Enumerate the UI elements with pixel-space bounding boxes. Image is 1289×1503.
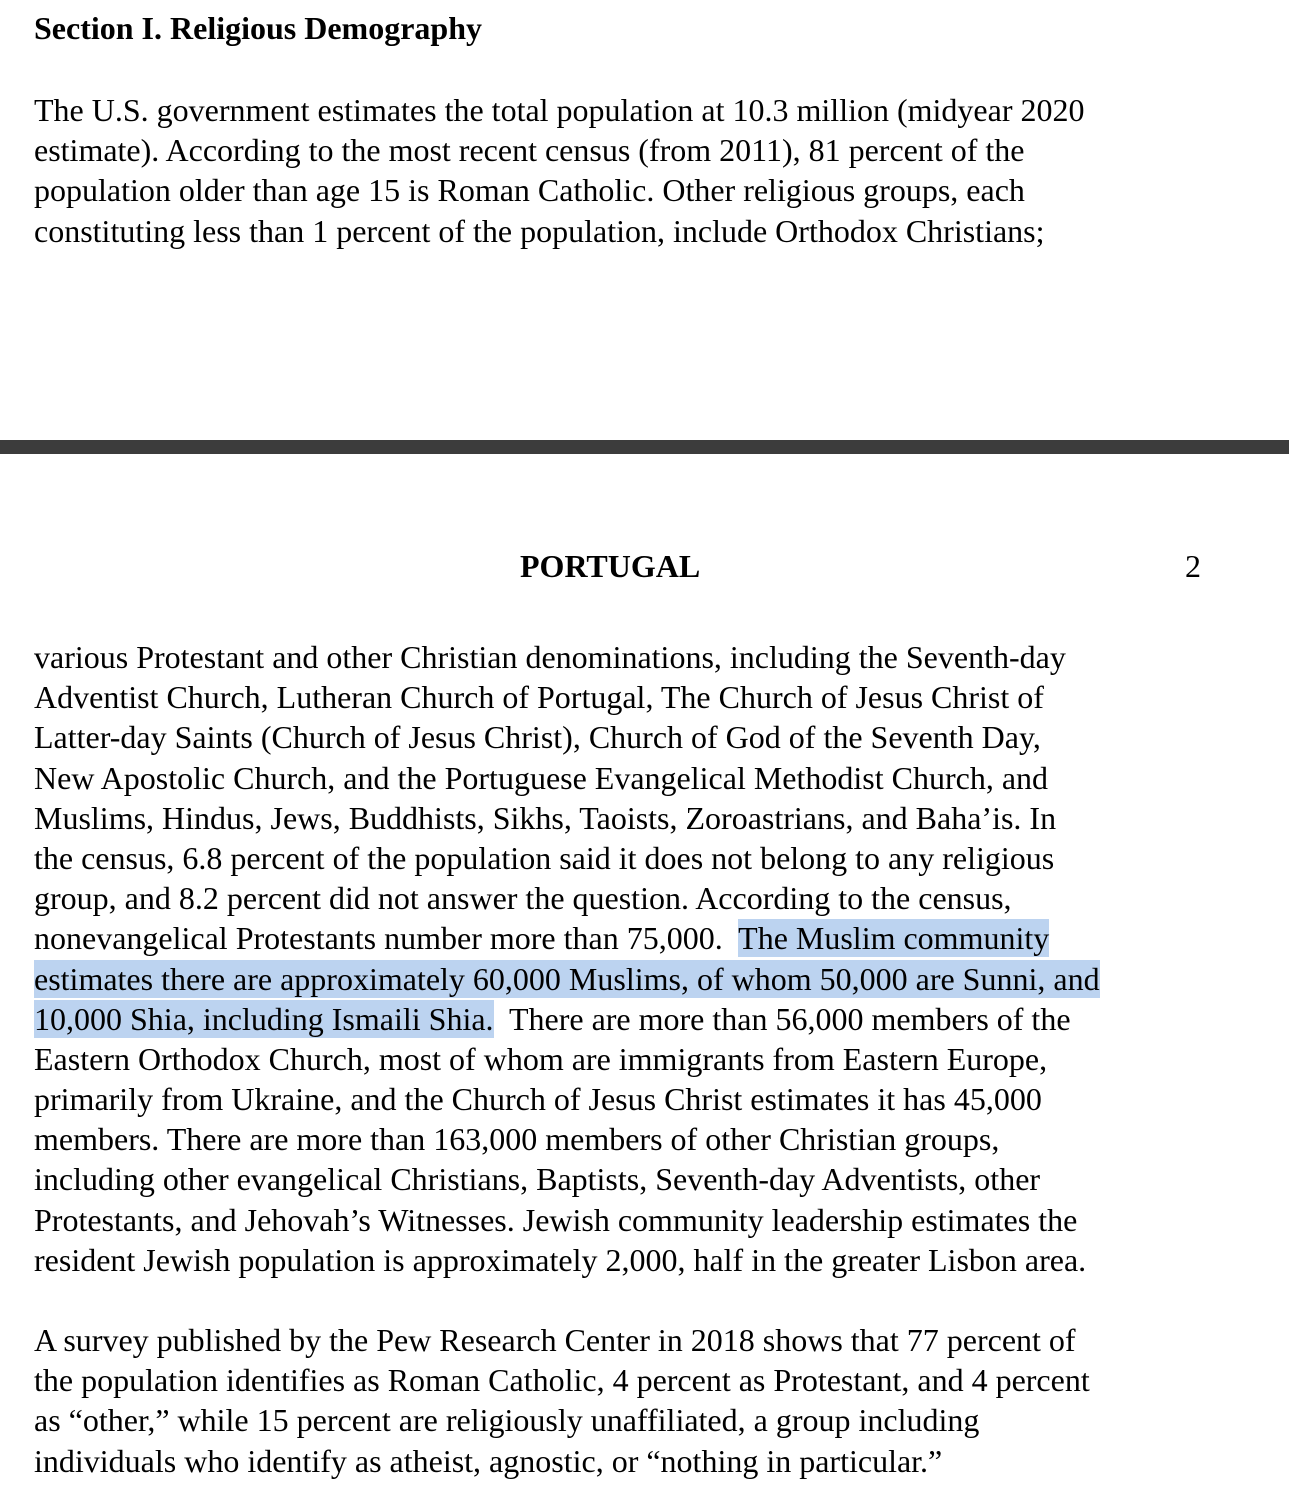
text-segment[interactable]: nonevangelical Protestants number more than 75,000. [34, 920, 739, 957]
text-line[interactable]: primarily from Ukraine, and the Church of Jesus Christ estimates it has 45,000 [34, 1081, 1042, 1118]
text-line[interactable]: population older than age 15 is Roman Catholic. Other religious groups, each [34, 172, 1025, 209]
text-line[interactable] [34, 918, 1100, 958]
running-header [0, 546, 1289, 586]
document-page-1 [0, 0, 1289, 440]
text-line[interactable]: resident Jewish population is approximately 2,000, half in the greater Lisbon area. [34, 1241, 1087, 1278]
text-segment[interactable]: There are more than 56,000 members of the [493, 1000, 1071, 1037]
text-line[interactable]: Eastern Orthodox Church, most of whom are immigrants from Eastern Europe, [34, 1040, 1048, 1077]
text-line[interactable]: Latter-day Saints (Church of Jesus Christ), Church of God of the Seventh Day, [34, 719, 1041, 756]
text-line[interactable]: New Apostolic Church, and the Portuguese Evangelical Methodist Church, and [34, 759, 1049, 796]
text-line[interactable]: constituting less than 1 percent of the population, include Orthodox Christians; [34, 212, 1045, 249]
text-line[interactable]: Adventist Church, Lutheran Church of Portugal, The Church of Jesus Christ of [34, 679, 1044, 716]
running-header-title: PORTUGAL [520, 548, 701, 584]
text-line[interactable]: group, and 8.2 percent did not answer the question. According to the census, [34, 880, 1012, 917]
text-line[interactable]: the population identifies as Roman Catholic, 4 percent as Protestant, and 4 percent [34, 1362, 1090, 1399]
text-line[interactable] [34, 999, 1100, 1039]
text-line[interactable]: as “other,” while 15 percent are religiously unaffiliated, a group including [34, 1402, 980, 1439]
selected-text[interactable]: estimates there are approximately 60,000 Muslims, of whom 50,000 are Sunni, and [34, 960, 1100, 997]
text-line[interactable]: The U.S. government estimates the total population at 10.3 million (midyear 2020 [34, 92, 1085, 128]
page-number: 2 [1185, 548, 1201, 584]
text-line[interactable]: including other evangelical Christians, Baptists, Seventh-day Adventists, other [34, 1161, 1041, 1198]
text-line[interactable]: the census, 6.8 percent of the population said it does not belong to any religious [34, 839, 1055, 876]
text-line[interactable]: members. There are more than 163,000 members of other Christian groups, [34, 1121, 1000, 1158]
text-line[interactable] [34, 959, 1100, 999]
document-page-2 [0, 454, 1289, 1503]
text-line[interactable]: Protestants, and Jehovah’s Witnesses. Jewish community leadership estimates the [34, 1201, 1078, 1238]
survey-paragraph[interactable] [34, 1320, 1090, 1481]
selected-text[interactable]: 10,000 Shia, including Ismaili Shia. [34, 1000, 494, 1037]
section-heading: Section I. Religious Demography [34, 10, 482, 46]
page-break-divider [0, 440, 1289, 454]
text-line[interactable]: individuals who identify as atheist, agnostic, or “nothing in particular.” [34, 1442, 943, 1479]
text-line[interactable]: A survey published by the Pew Research Center in 2018 shows that 77 percent of [34, 1322, 1076, 1358]
text-line[interactable]: estimate). According to the most recent census (from 2011), 81 percent of the [34, 132, 1025, 169]
continued-paragraph[interactable] [34, 637, 1100, 1280]
intro-paragraph[interactable] [34, 90, 1084, 251]
text-line[interactable]: various Protestant and other Christian denominations, including the Seventh-day [34, 639, 1066, 675]
text-line[interactable]: Muslims, Hindus, Jews, Buddhists, Sikhs, Taoists, Zoroastrians, and Baha’is. In [34, 799, 1057, 836]
selected-text[interactable]: The Muslim community [738, 920, 1050, 957]
